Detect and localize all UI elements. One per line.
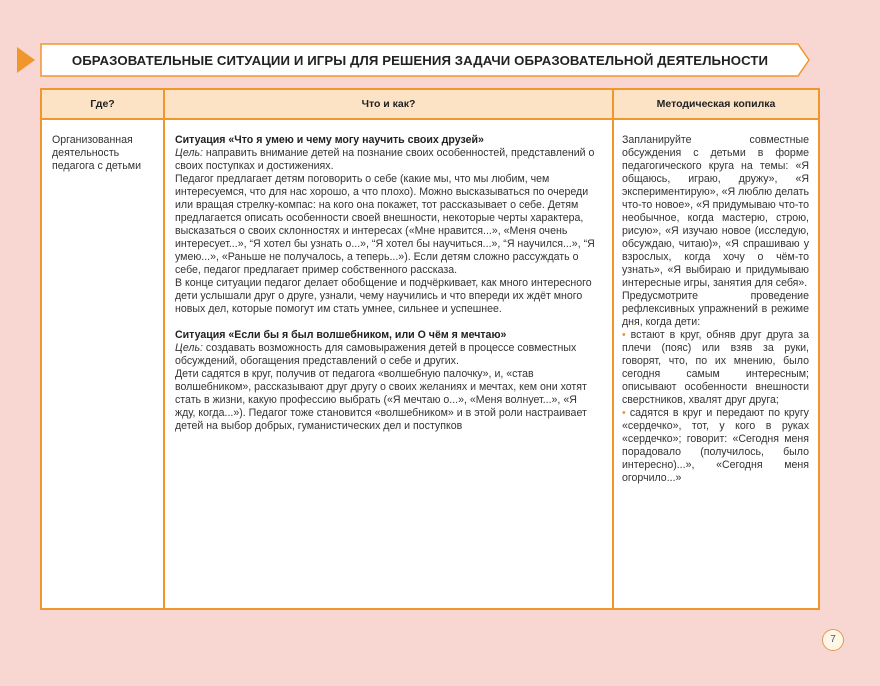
page-number: 7	[822, 629, 844, 651]
bullet-icon: •	[622, 329, 626, 341]
goal-label: Цель:	[175, 342, 203, 354]
page-title: ОБРАЗОВАТЕЛЬНЫЕ СИТУАЦИИ И ИГРЫ ДЛЯ РЕШЕНИЯ ЗАДАЧИ ОБРАЗОВАТЕЛЬНОЙ ДЕЯТЕЛЬНОСТИ	[71, 52, 769, 68]
situation-2-body: Дети садятся в круг, получив от педагога «волшебную палочку», и, «став волшебником», рассказывают друг другу о своих желаниях и мечтах, кем они хотят стать в жизни, какую профессию выбрать («Я мечтаю о...», «Меня волнует...», «Я жду, когда...»). Педагог тоже становится «волшебником» и в этой роли настраивает детей на выбор добрых, гуманистических дел и поступков	[175, 368, 587, 432]
method-bank-intro: Запланируйте совместные обсуждения с детьми в форме педагогического круга на темы: «Я общаюсь, играю, дружу», «Я экспериментирую», «Я люблю делать что-то новое», «Я придумываю что-то необычное, когда мастерю, строю, рисую», «Я изучаю новое (исследую, обсуждаю, читаю)», «Я спрашиваю у взрослых, когда хочу о чём-то узнать», «Я выбираю и придумываю интересные игры, занятия для себя».	[622, 134, 809, 289]
goal-text: создавать возможность для самовыражения детей в процессе совместных обсуждений, обогащения представлений о себе и других.	[175, 342, 577, 367]
method-bank-bullet	[622, 329, 809, 407]
situation-1-goal	[175, 147, 600, 173]
method-bank-bullet	[622, 407, 809, 485]
situation-1-body: Педагог предлагает детям поговорить о себе (какие мы, что мы любим, чем интересуемся, что для нас хорошо, а что плохо). Можно высказываться по очереди или вращая стрелку-компас: на кого она покажет, тот рассказывает о себе. Детям предлагается описать особенности своей внешности, некоторые черты характера, высказаться о своих склонностях и интересах («Мне нравится...», «Меня очень интересует...», “Я хотел бы узнать о...», “Я хотел бы научиться...», “Я научился...», “Я умею...», «Раньше не получалось, а теперь...»). Если детям сложно рассуждать о себе, педагог предлагает пример собственного рассказа.	[175, 173, 595, 276]
arrow-marker-icon	[15, 45, 37, 75]
method-bank-cell	[622, 134, 809, 485]
situation-1-title: Ситуация «Что я умею и чему могу научить своих друзей»	[175, 134, 484, 146]
bullet-icon: •	[622, 407, 626, 419]
situation-2-goal	[175, 342, 600, 368]
section-title-bar	[40, 43, 810, 77]
column-divider	[163, 90, 165, 608]
column-header-what-how: Что и как?	[361, 98, 416, 110]
method-bank-reflexive: Предусмотрите проведение рефлексивных упражнений в режиме дня, когда дети:	[622, 290, 809, 328]
content-table	[40, 88, 820, 610]
situation-2-title: Ситуация «Если бы я был волшебником, или О чём я мечтаю»	[175, 329, 507, 341]
where-cell: Организованная деятельность педагога с детьми	[52, 134, 141, 172]
goal-text: направить внимание детей на познание своих особенностей, представлений о своих поступках и достижениях.	[175, 147, 595, 172]
situation-1-conclusion: В конце ситуации педагог делает обобщение и подчёркивает, как много интересного дети услышали друг о друге, узнали, чему научились и что впереди их ждёт много новых дел, которые помогут им стать умнее, сильнее и успешнее.	[175, 277, 592, 315]
table-header-row	[42, 90, 818, 120]
goal-label: Цель:	[175, 147, 203, 159]
what-how-cell	[175, 134, 600, 433]
column-header-where: Где?	[90, 98, 115, 110]
column-header-method-bank: Методическая копилка	[656, 98, 776, 110]
column-divider	[612, 90, 614, 608]
bullet-text: садятся в круг и передают по кругу «сердечко», тот, у кого в руках «сердечко»; говорит: «Сегодня меня порадовало (получилось, было интересно)...», «Сегодня меня огорчило...»	[622, 407, 809, 484]
bullet-text: встают в круг, обняв друг друга за плечи (пояс) или взяв за руки, говорят, что, по их мнению, было сегодня самым интересным; описывают особенности внешности сверстников, хвалят друг друга;	[622, 329, 809, 406]
